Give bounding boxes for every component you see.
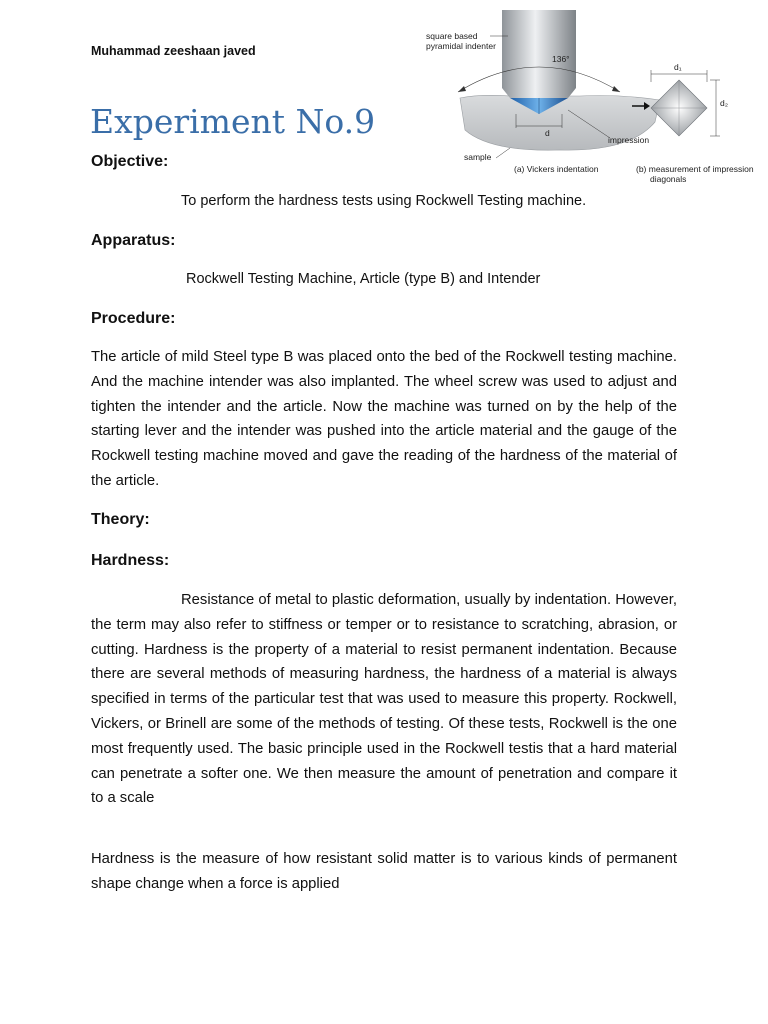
hardness-paragraph-1: Resistance of metal to plastic deformation, usually by indentation. However, the term may also refer to stiffness or temper or to resistance to scratching, abrasion, or cutting. Hardness is the property of a material to resist permanent indentation. Because there are several methods of measuring hardness, the hardness of a material is always specified in terms of the particular test that was used to measure this property. Rockwell, Vickers, or Brinell are some of the methods of testing. Of these tests, Rockwell is the one most frequently used. The basic principle used in the Rockwell testis that a hard material can penetrate a softer one. We then measure the amount of penetration and compare it to a scale: [91, 592, 677, 807]
indenter-taper: [502, 88, 576, 98]
indenter-label-line2: pyramidal indenter: [426, 41, 496, 51]
objective-text: To perform the hardness tests using Rockwell Testing machine.: [181, 193, 587, 209]
hardness-paragraph-2: Hardness is the measure of how resistant solid matter is to various kinds of permanent shape change when a force is applied: [91, 851, 677, 892]
procedure-heading: Procedure:: [91, 310, 176, 327]
objective-heading: Objective:: [91, 153, 169, 170]
angle-label: 136°: [552, 54, 570, 64]
impression-label: impression: [608, 135, 650, 145]
apparatus-text: Rockwell Testing Machine, Article (type B) and Intender: [186, 271, 541, 287]
indenter-label-line1: square based: [426, 31, 478, 41]
theory-heading: Theory:: [91, 511, 150, 528]
procedure-text: The article of mild Steel type B was placed onto the bed of the Rockwell testing machine. And the machine intender was also implanted. The wheel screw was used to adjust and tighten the intender and the article. Now the machine was turned on by the help of the starting lever and the intender was pushed into the article material and the gauge of the Rockwell testing machine moved and gave the reading of the hardness of the material of the article.: [91, 349, 677, 489]
hardness-heading: Hardness:: [91, 552, 170, 569]
vickers-figure: [420, 10, 768, 190]
apparatus-heading: Apparatus:: [91, 232, 176, 249]
d2-label: d₂: [720, 98, 729, 108]
vickers-diagram: [420, 10, 768, 190]
author-name: Muhammad zeeshaan javed: [91, 44, 256, 58]
page-title: Experiment No.9: [90, 102, 376, 141]
d1-label: d₁: [674, 62, 682, 72]
d-label: d: [545, 128, 550, 138]
caption-b-line1: (b) measurement of impression: [636, 164, 754, 174]
caption-a: (a) Vickers indentation: [514, 164, 599, 174]
caption-b-line2: diagonals: [650, 174, 687, 184]
indenter-shank: [502, 10, 576, 88]
sample-label: sample: [464, 152, 492, 162]
